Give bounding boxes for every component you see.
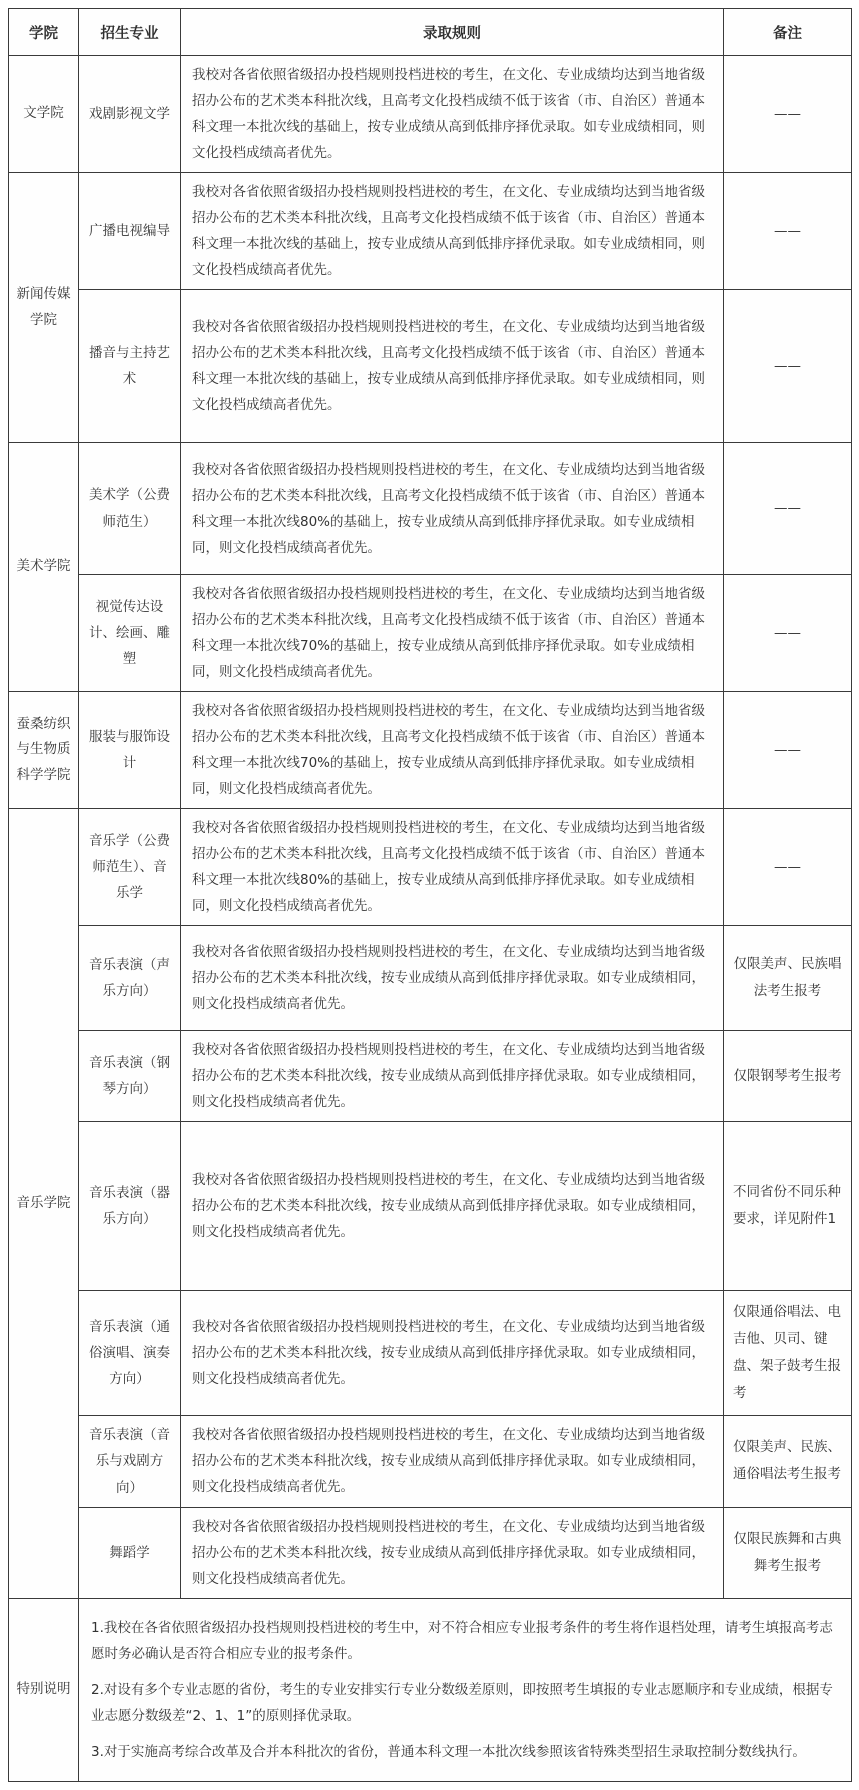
rule-cell: 我校对各省依照省级招办投档规则投档进校的考生，在文化、专业成绩均达到当地省级招办公布的艺术类本科批次线，且高考文化投档成绩不低于该省（市、自治区）普通本科文理一本批次线的基础上，按专业成绩从高到低排序择优录取。如专业成绩相同，则文化投档成绩高者优先。 (181, 290, 724, 443)
footer-note-3: 3.对于实施高考综合改革及合并本科批次的省份，普通本科文理一本批次线参照该省特殊类型招生录取控制分数线执行。 (91, 1743, 806, 1760)
table-row (9, 1031, 852, 1122)
remark-cell: —— (724, 173, 852, 290)
remark-cell: —— (724, 809, 852, 926)
rule-cell: 我校对各省依照省级招办投档规则投档进校的考生，在文化、专业成绩均达到当地省级招办公布的艺术类本科批次线，且高考文化投档成绩不低于该省（市、自治区）普通本科文理一本批次线的基础上，按专业成绩从高到低排序择优录取。如专业成绩相同，则文化投档成绩高者优先。 (181, 56, 724, 173)
header-college: 学院 (9, 9, 79, 56)
remark-cell: —— (724, 290, 852, 443)
table-row (9, 443, 852, 575)
table-row (9, 575, 852, 692)
remark-cell: —— (724, 56, 852, 173)
table-row (9, 1507, 852, 1598)
rule-cell: 我校对各省依照省级招办投档规则投档进校的考生，在文化、专业成绩均达到当地省级招办公布的艺术类本科批次线，且高考文化投档成绩不低于该省（市、自治区）普通本科文理一本批次线80%的基础上，按专业成绩从高到低排序择优录取。如专业成绩相同，则文化投档成绩高者优先。 (181, 809, 724, 926)
remark-cell: —— (724, 443, 852, 575)
table-row (9, 926, 852, 1031)
footer-row (9, 1598, 852, 1781)
college-cell-meishu: 美术学院 (9, 443, 79, 692)
remark-cell: 不同省份不同乐种要求，详见附件1 (724, 1122, 852, 1291)
table-row (9, 809, 852, 926)
footer-notes (79, 1598, 852, 1781)
rule-cell: 我校对各省依照省级招办投档规则投档进校的考生，在文化、专业成绩均达到当地省级招办公布的艺术类本科批次线，且高考文化投档成绩不低于该省（市、自治区）普通本科文理一本批次线70%的基础上，按专业成绩从高到低排序择优录取。如专业成绩相同，则文化投档成绩高者优先。 (181, 575, 724, 692)
rule-cell: 我校对各省依照省级招办投档规则投档进校的考生，在文化、专业成绩均达到当地省级招办公布的艺术类本科批次线，按专业成绩从高到低排序择优录取。如专业成绩相同，则文化投档成绩高者优先。 (181, 926, 724, 1031)
remark-cell: 仅限美声、民族、通俗唱法考生报考 (724, 1416, 852, 1508)
major-cell: 音乐表演（钢琴方向） (79, 1031, 181, 1122)
footer-note-1: 1.我校在各省依照省级招办投档规则投档进校的考生中，对不符合相应专业报考条件的考生将作退档处理，请考生填报高考志愿时务必确认是否符合相应专业的报考条件。 (91, 1619, 833, 1662)
major-cell: 戏剧影视文学 (79, 56, 181, 173)
rule-cell: 我校对各省依照省级招办投档规则投档进校的考生，在文化、专业成绩均达到当地省级招办公布的艺术类本科批次线，按专业成绩从高到低排序择优录取。如专业成绩相同，则文化投档成绩高者优先。 (181, 1291, 724, 1416)
major-cell: 服装与服饰设计 (79, 692, 181, 809)
table-row (9, 56, 852, 173)
major-cell: 音乐表演（器乐方向） (79, 1122, 181, 1291)
table-row (9, 1291, 852, 1416)
rule-cell: 我校对各省依照省级招办投档规则投档进校的考生，在文化、专业成绩均达到当地省级招办公布的艺术类本科批次线，按专业成绩从高到低排序择优录取。如专业成绩相同，则文化投档成绩高者优先。 (181, 1507, 724, 1598)
rule-cell: 我校对各省依照省级招办投档规则投档进校的考生，在文化、专业成绩均达到当地省级招办公布的艺术类本科批次线，按专业成绩从高到低排序择优录取。如专业成绩相同，则文化投档成绩高者优先。 (181, 1031, 724, 1122)
major-cell: 音乐学（公费师范生）、音乐学 (79, 809, 181, 926)
remark-cell: 仅限钢琴考生报考 (724, 1031, 852, 1122)
major-cell: 广播电视编导 (79, 173, 181, 290)
rule-cell: 我校对各省依照省级招办投档规则投档进校的考生，在文化、专业成绩均达到当地省级招办公布的艺术类本科批次线，按专业成绩从高到低排序择优录取。如专业成绩相同，则文化投档成绩高者优先。 (181, 1416, 724, 1508)
rule-cell: 我校对各省依照省级招办投档规则投档进校的考生，在文化、专业成绩均达到当地省级招办公布的艺术类本科批次线，按专业成绩从高到低排序择优录取。如专业成绩相同，则文化投档成绩高者优先。 (181, 1122, 724, 1291)
college-cell-xinwenchuanmei: 新闻传媒学院 (9, 173, 79, 443)
rule-cell: 我校对各省依照省级招办投档规则投档进校的考生，在文化、专业成绩均达到当地省级招办公布的艺术类本科批次线，且高考文化投档成绩不低于该省（市、自治区）普通本科文理一本批次线80%的基础上，按专业成绩从高到低排序择优录取。如专业成绩相同，则文化投档成绩高者优先。 (181, 443, 724, 575)
college-cell-yinyue: 音乐学院 (9, 809, 79, 1599)
remark-cell: —— (724, 692, 852, 809)
table-row (9, 692, 852, 809)
remark-cell: —— (724, 575, 852, 692)
admission-rules-table (8, 8, 852, 1782)
major-cell: 舞蹈学 (79, 1507, 181, 1598)
table-row (9, 1122, 852, 1291)
rule-cell: 我校对各省依照省级招办投档规则投档进校的考生，在文化、专业成绩均达到当地省级招办公布的艺术类本科批次线，且高考文化投档成绩不低于该省（市、自治区）普通本科文理一本批次线的基础上，按专业成绩从高到低排序择优录取。如专业成绩相同，则文化投档成绩高者优先。 (181, 173, 724, 290)
footer-label: 特别说明 (9, 1598, 79, 1781)
table-row (9, 1416, 852, 1508)
major-cell: 美术学（公费师范生） (79, 443, 181, 575)
remark-cell: 仅限美声、民族唱法考生报考 (724, 926, 852, 1031)
major-cell: 音乐表演（通俗演唱、演奏方向） (79, 1291, 181, 1416)
table-row (9, 173, 852, 290)
table-row (9, 290, 852, 443)
major-cell: 音乐表演（音乐与戏剧方向） (79, 1416, 181, 1508)
college-cell-cansang: 蚕桑纺织与生物质科学学院 (9, 692, 79, 809)
footer-note-2: 2.对设有多个专业志愿的省份，考生的专业安排实行专业分数级差原则，即按照考生填报的专业志愿顺序和专业成绩，根据专业志愿分数级差“2、1、1”的原则择优录取。 (91, 1681, 833, 1724)
rule-cell: 我校对各省依照省级招办投档规则投档进校的考生，在文化、专业成绩均达到当地省级招办公布的艺术类本科批次线，且高考文化投档成绩不低于该省（市、自治区）普通本科文理一本批次线70%的基础上，按专业成绩从高到低排序择优录取。如专业成绩相同，则文化投档成绩高者优先。 (181, 692, 724, 809)
remark-cell: 仅限通俗唱法、电吉他、贝司、键盘、架子鼓考生报考 (724, 1291, 852, 1416)
major-cell: 播音与主持艺术 (79, 290, 181, 443)
college-cell-wenxueyuan: 文学院 (9, 56, 79, 173)
remark-cell: 仅限民族舞和古典舞考生报考 (724, 1507, 852, 1598)
major-cell: 视觉传达设计、绘画、雕塑 (79, 575, 181, 692)
header-row (9, 9, 852, 56)
header-major: 招生专业 (79, 9, 181, 56)
header-rule: 录取规则 (181, 9, 724, 56)
header-remark: 备注 (724, 9, 852, 56)
major-cell: 音乐表演（声乐方向） (79, 926, 181, 1031)
